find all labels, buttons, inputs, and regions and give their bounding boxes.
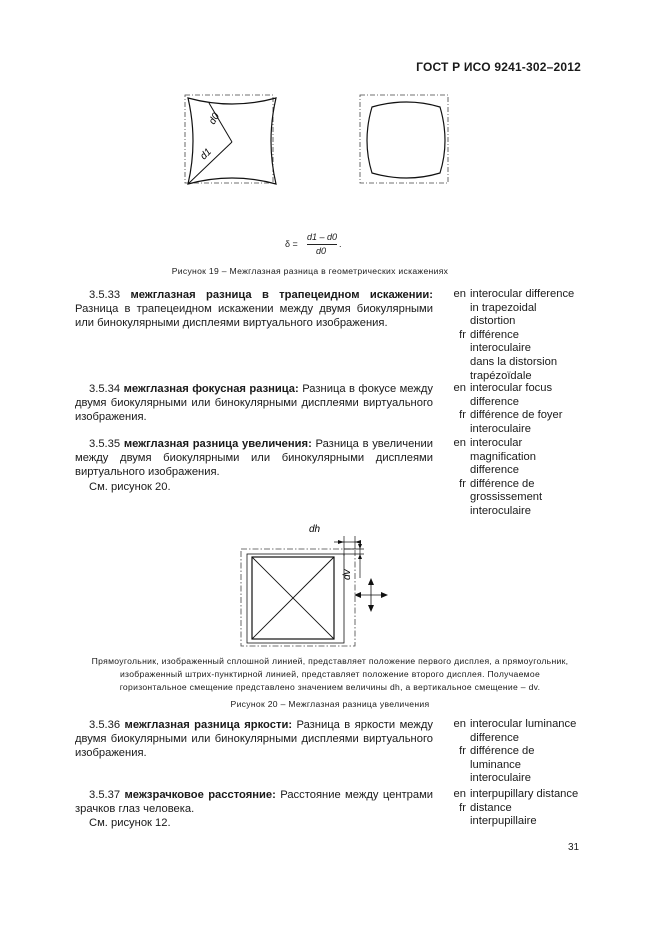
term-3537-fr: distance interpupillaire: [470, 801, 537, 828]
term-3537-term: межзрачковое расстояние:: [124, 789, 276, 801]
term-3536-text: [75, 718, 433, 761]
term-3535-translations: [448, 437, 588, 519]
term-3534-translations: [448, 382, 588, 436]
lang-code-en: en: [453, 437, 466, 449]
formula-lhs: δ =: [285, 239, 298, 249]
lang-code-fr: fr: [459, 328, 466, 341]
figure-19-right-diagram: [355, 90, 455, 190]
term-3536-translations: [448, 718, 588, 786]
term-3534-definition: Разница в фокусе между двумя биокулярными или бинокулярными дисплеями виртуального изображения.: [75, 383, 434, 424]
term-3535-en: interocular magnification difference: [470, 437, 536, 477]
term-3535-fr: différence de grossissement interoculaire: [470, 477, 543, 517]
label-d1: d1: [198, 146, 214, 163]
lang-code-fr: fr: [459, 745, 466, 758]
term-3535-term: межглазная разница увеличения:: [123, 438, 312, 450]
term-3533-definition: Разница в трапецеидном искажении между двумя биокулярными или бинокулярными дисплеями виртуального изображения.: [75, 303, 433, 330]
term-3535-see-figure: См. рисунок 20.: [89, 481, 171, 493]
formula: [285, 232, 365, 260]
term-3535-definition: Разница в увеличении между двумя биокулярными или бинокулярными дисплеями виртуального изображения.: [75, 438, 433, 479]
term-3534-term: межглазная фокусная разница:: [123, 383, 299, 395]
term-3533-fr: différence interoculaire dans la distorsion trapézoïdale: [470, 328, 558, 382]
figure-20-diagram: [236, 516, 396, 652]
lang-code-en: en: [453, 382, 466, 394]
figure-20-note: [30, 655, 630, 694]
term-3533-text: [75, 288, 433, 331]
lang-code-fr: fr: [459, 801, 466, 814]
figure-19-caption: Рисунок 19 – Межглазная разница в геометрических искажениях: [171, 266, 449, 276]
term-3534-text: [75, 382, 433, 425]
term-3536-definition: Разница в яркости между двумя биокулярными или бинокулярными дисплеями виртуального изображения.: [75, 719, 433, 760]
lang-code-en: en: [453, 718, 466, 730]
term-3535-number: 3.5.35: [89, 438, 121, 450]
term-3537-en: interpupillary distance: [470, 788, 579, 800]
formula-end: .: [339, 239, 342, 249]
term-3537-translations: [448, 788, 588, 829]
page-number: 31: [568, 842, 580, 853]
term-3537-number: 3.5.37: [89, 789, 121, 801]
term-3534-en: interocular focus difference: [470, 382, 553, 408]
figure-19-left-diagram: [180, 90, 280, 190]
lang-code-en: en: [453, 288, 466, 300]
label-dv: dv: [342, 569, 353, 580]
label-dh: dh: [309, 524, 321, 535]
figure-20-caption: Рисунок 20 – Межглазная разница увеличения: [230, 699, 430, 709]
formula-numerator: d1 – d0: [307, 232, 338, 242]
term-3536-en: interocular luminance difference: [470, 718, 577, 744]
standard-code: ГОСТ Р ИСО 9241-302–2012: [416, 60, 581, 74]
term-3533-number: 3.5.33: [89, 289, 121, 301]
term-3533-en: interocular difference in trapezoidal distortion: [470, 288, 575, 328]
lang-code-en: en: [453, 788, 466, 800]
term-3535-text: [75, 437, 433, 480]
term-3537-see-figure: См. рисунок 12.: [89, 817, 171, 829]
term-3534-number: 3.5.34: [89, 383, 121, 395]
term-3533-translations: [448, 288, 588, 383]
term-3533-term: межглазная разница в трапецеидном искажении:: [130, 289, 433, 301]
label-d0: d0: [207, 111, 223, 127]
lang-code-fr: fr: [459, 409, 466, 422]
term-3536-fr: différence de luminance interoculaire: [470, 745, 535, 785]
figure-20-note-line3: горизонтальное смещение представлено значением величины dh, а вертикальное смещение – dv.: [119, 682, 541, 692]
term-3536-term: межглазная разница яркости:: [124, 719, 293, 731]
formula-denominator: d0: [316, 246, 327, 256]
term-3537-text: [75, 788, 433, 816]
figure-20-note-line1: Прямоугольник, изображенный сплошной линией, представляет положение первого дисплея, а прямоугольник,: [91, 656, 569, 666]
term-3536-number: 3.5.36: [89, 719, 121, 731]
lang-code-fr: fr: [459, 477, 466, 490]
formula-fraction-bar: [307, 244, 337, 245]
term-3537-definition: Расстояние между центрами зрачков глаз человека.: [75, 789, 434, 816]
figure-20-note-line2: изображенный штрих-пунктирной линией, представляет положение второго дисплея. Получаемое: [119, 669, 541, 679]
term-3534-fr: différence de foyer interoculaire: [470, 409, 563, 435]
